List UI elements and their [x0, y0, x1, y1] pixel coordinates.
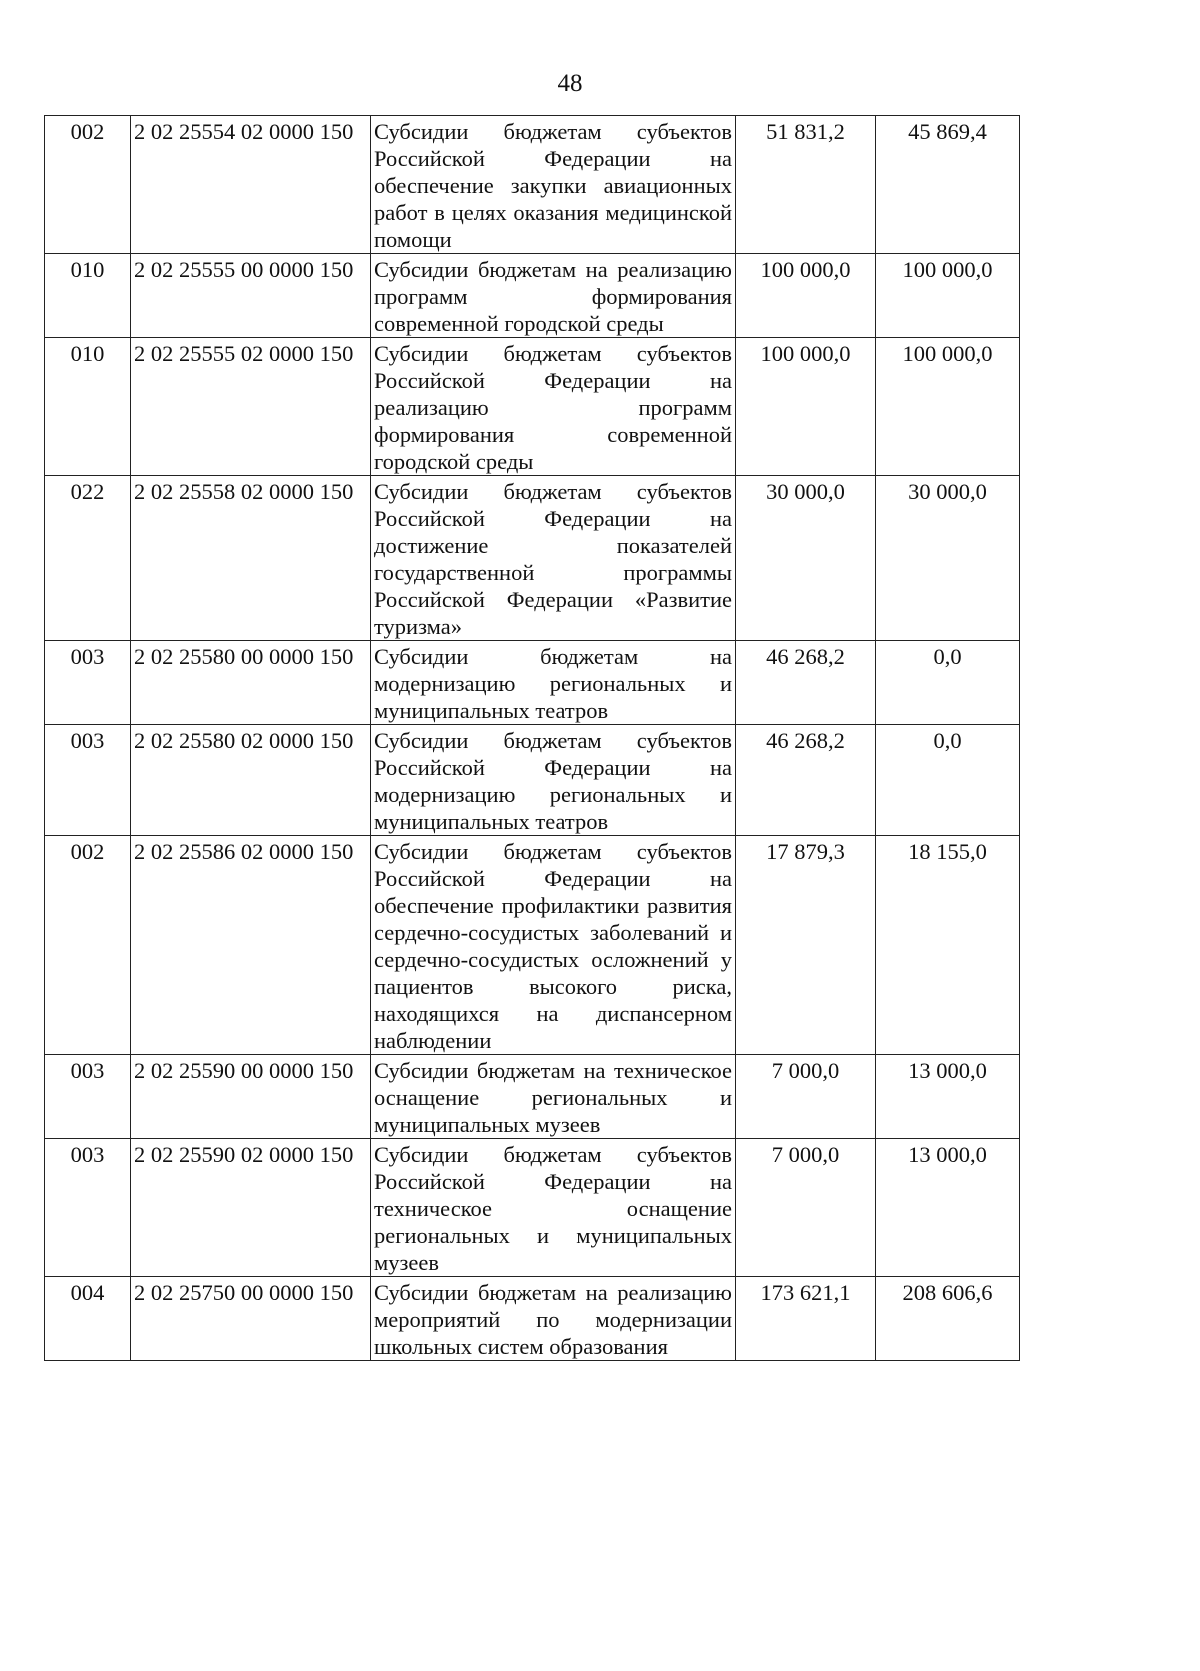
admin-code-cell: 002 — [45, 116, 131, 254]
amount-first-year-cell: 173 621,1 — [736, 1277, 876, 1361]
revenue-description-cell: Субсидии бюджетам субъектов Российской Федерации на обеспечение профилактики развития сердечно-сосудистых заболеваний и сердечно-сосудистых осложнений у пациентов высокого риска, находящихся на диспансерном наблюдении — [371, 836, 736, 1055]
admin-code-cell: 010 — [45, 254, 131, 338]
budget-classification-code-cell: 2 02 25750 00 0000 150 — [131, 1277, 371, 1361]
table-row — [45, 1139, 1020, 1277]
amount-first-year-cell: 100 000,0 — [736, 338, 876, 476]
budget-classification-code-cell: 2 02 25580 00 0000 150 — [131, 641, 371, 725]
amount-first-year-cell: 51 831,2 — [736, 116, 876, 254]
admin-code-cell: 022 — [45, 476, 131, 641]
budget-classification-code-cell: 2 02 25555 02 0000 150 — [131, 338, 371, 476]
amount-second-year-cell: 0,0 — [876, 725, 1020, 836]
budget-classification-code-cell: 2 02 25555 00 0000 150 — [131, 254, 371, 338]
amount-first-year-cell: 7 000,0 — [736, 1055, 876, 1139]
amount-first-year-cell: 17 879,3 — [736, 836, 876, 1055]
amount-first-year-cell: 30 000,0 — [736, 476, 876, 641]
amount-second-year-cell: 30 000,0 — [876, 476, 1020, 641]
page-number: 48 — [557, 70, 583, 97]
revenue-description-cell: Субсидии бюджетам субъектов Российской Федерации на реализацию программ формирования современной городской среды — [371, 338, 736, 476]
admin-code-cell: 003 — [45, 1139, 131, 1277]
amount-second-year-cell: 208 606,6 — [876, 1277, 1020, 1361]
revenue-description-cell: Субсидии бюджетам субъектов Российской Федерации на обеспечение закупки авиационных работ в целях оказания медицинской помощи — [371, 116, 736, 254]
budget-classification-code-cell: 2 02 25558 02 0000 150 — [131, 476, 371, 641]
amount-first-year-cell: 46 268,2 — [736, 641, 876, 725]
amount-first-year-cell: 7 000,0 — [736, 1139, 876, 1277]
admin-code-cell: 002 — [45, 836, 131, 1055]
amount-first-year-cell: 100 000,0 — [736, 254, 876, 338]
admin-code-cell: 010 — [45, 338, 131, 476]
revenue-description-cell: Субсидии бюджетам на реализацию мероприятий по модернизации школьных систем образования — [371, 1277, 736, 1361]
amount-second-year-cell: 100 000,0 — [876, 338, 1020, 476]
amount-first-year-cell: 46 268,2 — [736, 725, 876, 836]
budget-classification-code-cell: 2 02 25590 00 0000 150 — [131, 1055, 371, 1139]
amount-second-year-cell: 13 000,0 — [876, 1055, 1020, 1139]
amount-second-year-cell: 0,0 — [876, 641, 1020, 725]
revenue-description-cell: Субсидии бюджетам субъектов Российской Федерации на модернизацию региональных и муниципальных театров — [371, 725, 736, 836]
budget-classification-code-cell: 2 02 25580 02 0000 150 — [131, 725, 371, 836]
revenue-description-cell: Субсидии бюджетам субъектов Российской Федерации на техническое оснащение региональных и муниципальных музеев — [371, 1139, 736, 1277]
revenue-description-cell: Субсидии бюджетам на реализацию программ формирования современной городской среды — [371, 254, 736, 338]
budget-classification-code-cell: 2 02 25554 02 0000 150 — [131, 116, 371, 254]
table-row — [45, 641, 1020, 725]
table-row — [45, 476, 1020, 641]
table-row — [45, 836, 1020, 1055]
admin-code-cell: 003 — [45, 1055, 131, 1139]
amount-second-year-cell: 18 155,0 — [876, 836, 1020, 1055]
admin-code-cell: 004 — [45, 1277, 131, 1361]
amount-second-year-cell: 100 000,0 — [876, 254, 1020, 338]
table-body — [45, 116, 1020, 1361]
table-row — [45, 1277, 1020, 1361]
table-row — [45, 116, 1020, 254]
table-row — [45, 338, 1020, 476]
revenue-description-cell: Субсидии бюджетам на техническое оснащение региональных и муниципальных музеев — [371, 1055, 736, 1139]
budget-classification-code-cell: 2 02 25590 02 0000 150 — [131, 1139, 371, 1277]
amount-second-year-cell: 45 869,4 — [876, 116, 1020, 254]
table-row — [45, 725, 1020, 836]
budget-revenue-table — [44, 115, 1020, 1361]
amount-second-year-cell: 13 000,0 — [876, 1139, 1020, 1277]
revenue-description-cell: Субсидии бюджетам на модернизацию региональных и муниципальных театров — [371, 641, 736, 725]
admin-code-cell: 003 — [45, 725, 131, 836]
table-row — [45, 254, 1020, 338]
budget-classification-code-cell: 2 02 25586 02 0000 150 — [131, 836, 371, 1055]
revenue-description-cell: Субсидии бюджетам субъектов Российской Федерации на достижение показателей государственной программы Российской Федерации «Развитие туризма» — [371, 476, 736, 641]
table-row — [45, 1055, 1020, 1139]
admin-code-cell: 003 — [45, 641, 131, 725]
